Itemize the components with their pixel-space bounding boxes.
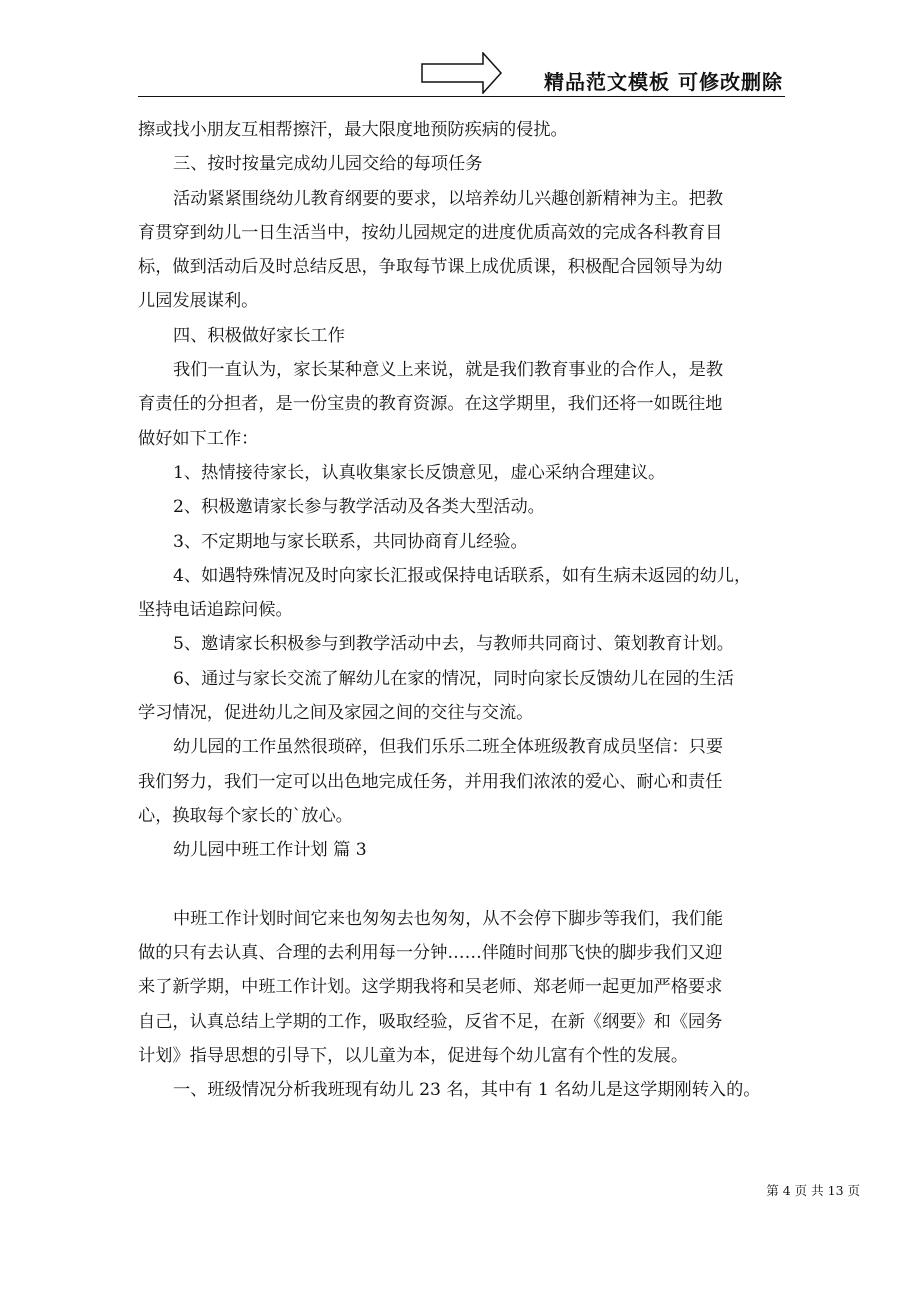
section-heading: 四、积极做好家长工作 [173,325,345,346]
section-title: 幼儿园中班工作计划 篇 3 [173,840,367,861]
text-line: 一、班级情况分析我班现有幼儿 23 名，其中有 1 名幼儿是这学期刚转入的。 [173,1080,761,1101]
list-item: 6、通过与家长交流了解幼儿在家的情况，同时向家长反馈幼儿在园的生活 [173,668,734,689]
text-line: 做的只有去认真、合理的去利用每一分钟……伴随时间那飞快的脚步我们又迎 [138,943,723,964]
text-line: 自己，认真总结上学期的工作，吸取经验，反省不足，在新《纲要》和《园务 [138,1011,723,1032]
list-item: 2、积极邀请家长参与教学活动及各类大型活动。 [173,497,545,518]
section-heading: 三、按时按量完成幼儿园交给的每项任务 [173,154,483,175]
text-line: 儿园发展谋利。 [138,291,259,312]
list-item: 1、热情接待家长，认真收集家长反馈意见，虚心采纳合理建议。 [173,462,666,483]
page-header [138,48,785,100]
text-line: 我们努力，我们一定可以出色地完成任务，并用我们浓浓的爱心、耐心和责任 [138,771,723,792]
text-line: 做好如下工作： [138,428,259,449]
text-line: 标，做到活动后及时总结反思，争取每节课上成优质课，积极配合园领导为幼 [138,257,723,278]
header-divider [138,96,785,97]
text-line: 中班工作计划时间它来也匆匆去也匆匆，从不会停下脚步等我们，我们能 [173,908,724,929]
text-line: 学习情况，促进幼儿之间及家园之间的交往与交流。 [138,703,534,724]
text-line: 幼儿园的工作虽然很琐碎，但我们乐乐二班全体班级教育成员坚信：只要 [173,737,724,758]
text-line: 活动紧紧围绕幼儿教育纲要的要求，以培养幼儿兴趣创新精神为主。把教 [173,188,724,209]
text-line: 我们一直认为，家长某种意义上来说，就是我们教育事业的合作人，是教 [173,360,724,381]
text-line: 育贯穿到幼儿一日生活当中，按幼儿园规定的进度优质高效的完成各科教育目 [138,222,723,243]
text-line: 擦或找小朋友互相帮擦汗，最大限度地预防疾病的侵扰。 [138,120,568,140]
header-title: 精品范文模板 可修改删除 [544,70,783,94]
blank-line [138,868,788,902]
text-line: 来了新学期，中班工作计划。这学期我将和吴老师、郑老师一起更加严格要求 [138,977,723,998]
text-line: 坚持电话追踪问候。 [138,600,293,621]
list-item: 5、邀请家长积极参与到教学活动中去，与教师共同商讨、策划教育计划。 [173,634,734,655]
list-item: 3、不定期地与家长联系，共同协商育儿经验。 [173,531,528,552]
list-item: 4、如遇特殊情况及时向家长汇报或保持电话联系，如有生病未返园的幼儿， [173,565,752,586]
document-body [138,113,788,1108]
text-line: 计划》指导思想的引导下，以儿童为本，促进每个幼儿富有个性的发展。 [138,1046,689,1067]
text-line: 育责任的分担者，是一份宝贵的教育资源。在这学期里，我们还将一如既往地 [138,394,723,415]
page-number: 第 4 页 共 13 页 [766,1183,860,1198]
arrow-right-outline-icon [421,52,503,94]
text-line: 心，换取每个家长的`放心。 [138,805,353,826]
